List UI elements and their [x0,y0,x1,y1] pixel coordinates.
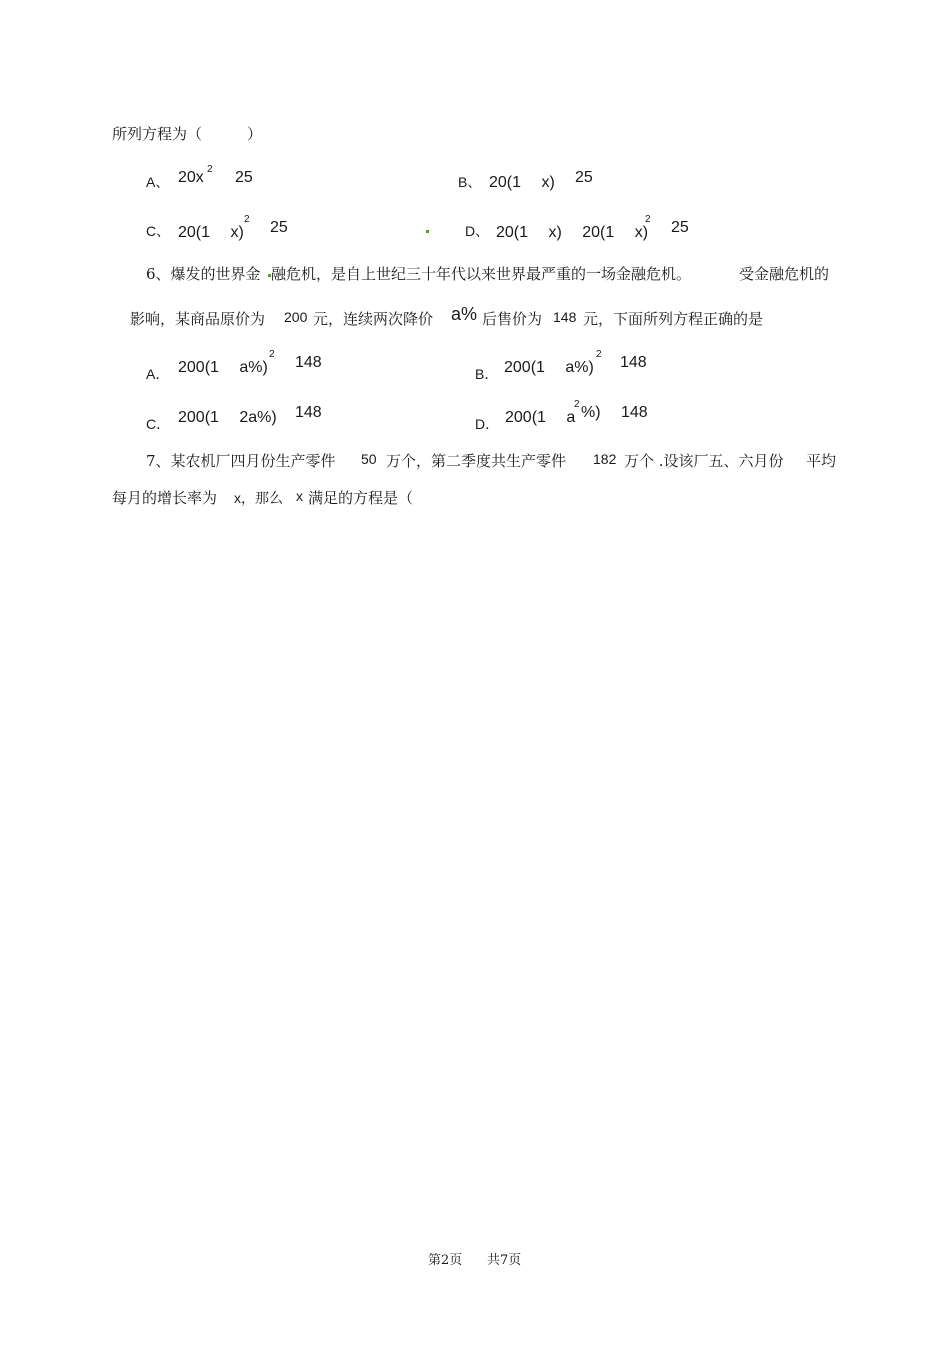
option-label: A． [146,366,170,382]
exponent: 2 [574,399,580,410]
option-expression: 20(1 x) 20(1 x) [496,224,649,241]
option-expression: 20x [178,169,204,186]
q7-variable-x2: x [296,488,303,504]
q6-final-price: 148 [553,309,577,325]
option-expression: 200(1 a%) [178,359,268,376]
option-label: C、 [146,223,171,239]
stray-mark [426,230,429,233]
option-expression-part1: 200(1 a [505,409,576,426]
q6-stem-line2-part3: 后售价为 [482,310,543,328]
option-rhs: 148 [620,354,647,371]
q6-original-price: 200 [284,309,308,325]
option-label: A、 [146,174,170,190]
q7-stem-line1-part3: 万个 .设该厂五、六月份 [624,452,784,470]
option-rhs: 25 [671,219,689,236]
option-expression-part2: %) [581,404,601,421]
q7-stem-line1-part1: 7、某农机厂四月份生产零件 [146,452,336,470]
q6-stem-line2-part2: 元，连续两次降价 [313,310,434,328]
option-rhs: 148 [621,404,648,421]
option-rhs: 148 [295,404,322,421]
q7-april-count: 50 [361,451,377,467]
q7-stem-line2-part2: 满足的方程是（ [308,489,414,507]
q6-stem-line1-part3: 受金融危机的 [739,265,830,283]
q6-stem-line2-part4: 元，下面所列方程正确的是 [583,310,764,328]
option-expression: 200(1 2a%) [178,409,277,426]
q6-stem-line1-part1: 6、爆发的世界金 [146,265,261,283]
q7-quarter-count: 182 [593,451,617,467]
exponent: 2 [645,214,651,225]
option-rhs: 148 [295,354,322,371]
option-label: D． [475,416,500,432]
q7-stem-line2-part1: 每月的增长率为 [112,489,218,507]
option-label: D、 [465,223,490,239]
exponent: 2 [244,214,250,225]
q5-stem-tail: 所列方程为（ ） [112,125,263,143]
option-rhs: 25 [235,169,253,186]
q6-variable: a% [451,304,478,324]
option-rhs: 25 [270,219,288,236]
option-expression: 20(1 x) [178,224,244,241]
option-expression: 200(1 a%) [504,359,594,376]
page-total: 共7页 [487,1253,522,1268]
option-label: B． [475,366,499,382]
option-label: B、 [458,174,482,190]
option-label: C． [146,416,171,432]
option-expression: 20(1 x) [489,174,555,191]
exponent: 2 [596,349,602,360]
q7-stem-line1-part4: 平均 [806,452,837,470]
exponent: 2 [269,349,275,360]
q7-variable-x: x，那么 [234,490,283,506]
q6-stem-line2-part1: 影响，某商品原价为 [130,310,266,328]
page-number: 第2页 [428,1253,463,1268]
q6-stem-line1-part2: 融危机，是自上世纪三十年代以来世界最严重的一场金融危机。 [271,265,692,283]
q7-stem-line1-part2: 万个，第二季度共生产零件 [386,452,567,470]
option-rhs: 25 [575,169,593,186]
exponent: 2 [207,164,213,175]
